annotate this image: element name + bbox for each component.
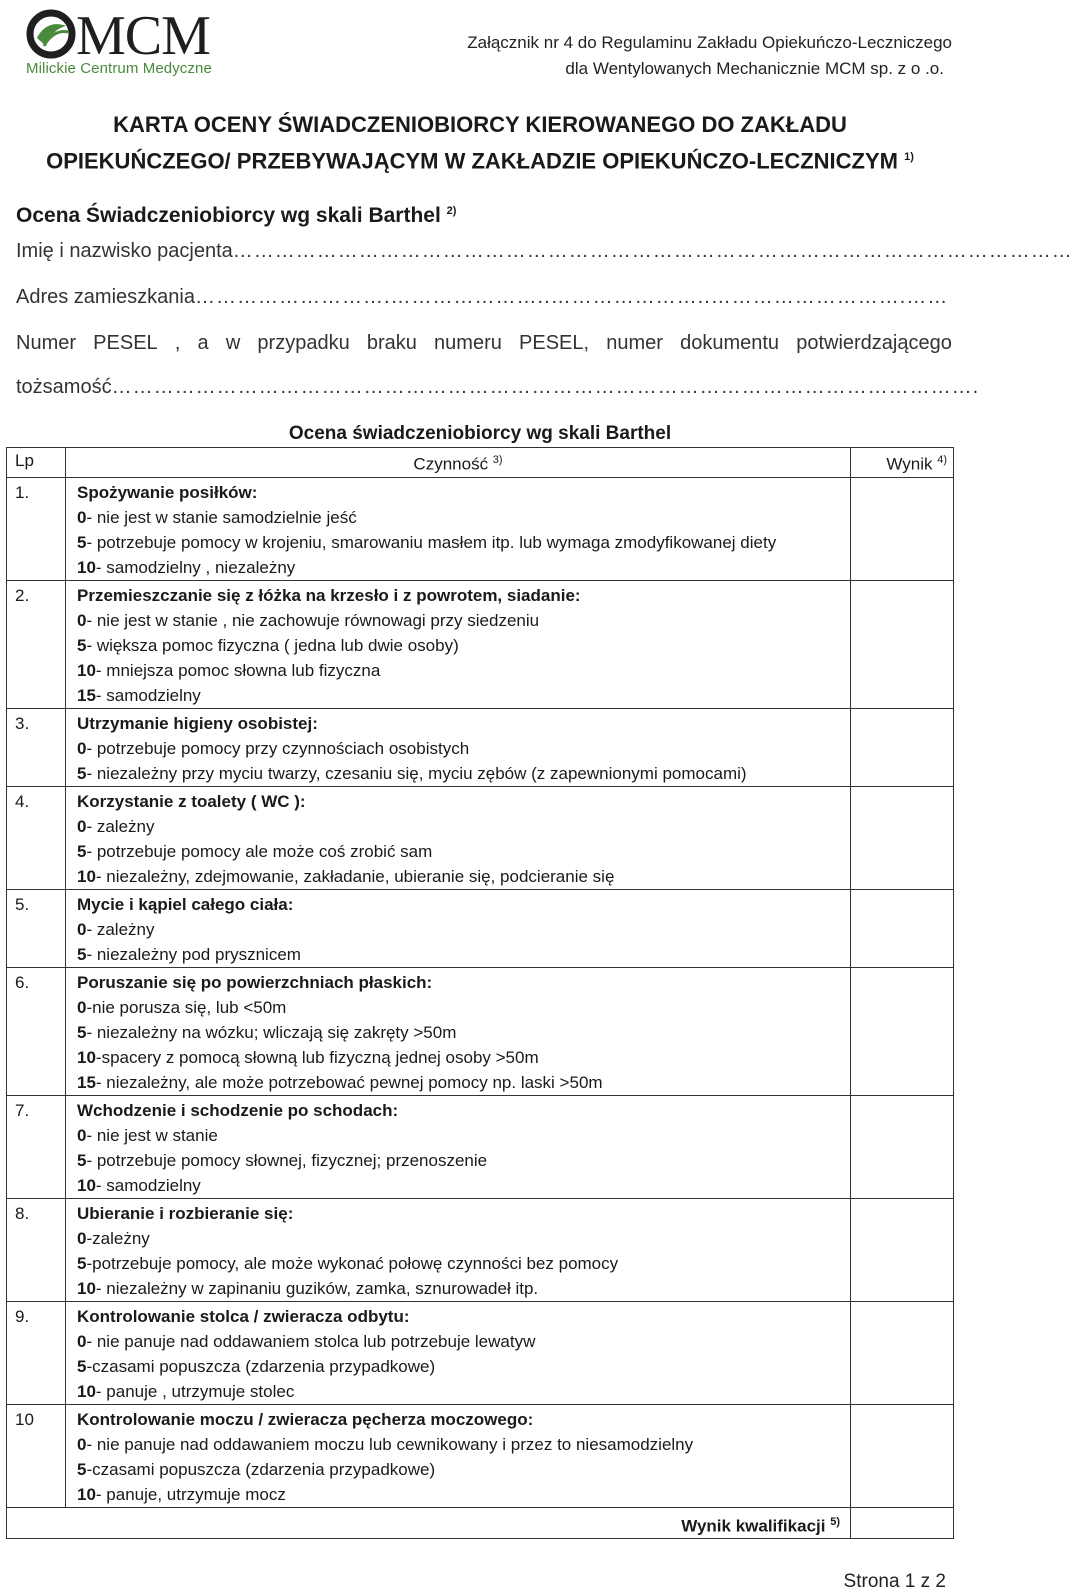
score-description: - niezależny na wózku; wliczają się zakręty >50m xyxy=(86,1022,457,1042)
table-caption: Ocena świadczeniobiorcy wg skali Barthel xyxy=(288,423,672,444)
table-row xyxy=(7,1404,954,1507)
address-label: Adres zamieszkania xyxy=(16,286,195,308)
title-line-2-text: OPIEKUŃCZEGO/ PRZEBYWAJĄCYM W ZAKŁADZIE OPIEKUŃCZO-LECZNICZYM xyxy=(46,148,898,174)
address-field[interactable] xyxy=(16,286,948,309)
row-number: 3. xyxy=(7,708,66,786)
score-option xyxy=(77,1457,840,1482)
row-number: 7. xyxy=(7,1095,66,1198)
table-row xyxy=(7,477,954,580)
score-value: 0 xyxy=(77,738,87,758)
score-description: - większa pomoc fizyczna ( jedna lub dwie osoby) xyxy=(86,635,459,655)
score-description: - niezależny pod prysznicem xyxy=(86,944,301,964)
patient-name-field[interactable] xyxy=(16,240,1073,263)
score-value: 5 xyxy=(77,532,87,552)
pesel-word: , xyxy=(174,332,181,354)
score-description: - nie panuje nad oddawaniem stolca lub potrzebuje lewatyw xyxy=(86,1331,536,1351)
title-line-2 xyxy=(0,141,960,177)
score-option xyxy=(77,1020,840,1045)
activity-cell xyxy=(66,1198,851,1301)
score-description: -nie porusza się, lub <50m xyxy=(86,997,287,1017)
summary-label-text: Wynik kwalifikacji xyxy=(681,1516,826,1536)
table-body xyxy=(7,477,954,1539)
activity-cell xyxy=(66,786,851,889)
score-description: - niezależny w zapinaniu guzików, zamka, sznurowadeł itp. xyxy=(95,1278,539,1298)
activity-title: Poruszanie się po powierzchniach płaskich: xyxy=(77,972,433,992)
result-input-cell[interactable] xyxy=(851,786,954,889)
score-option xyxy=(77,1123,840,1148)
score-value: 5 xyxy=(77,841,87,861)
title-line-1: KARTA OCENY ŚWIADCZENIOBIORCY KIEROWANEGO DO ZAKŁADU xyxy=(113,112,847,137)
activity-title: Korzystanie z toalety ( WC ): xyxy=(77,791,306,811)
activity-cell xyxy=(66,1404,851,1507)
result-input-cell[interactable] xyxy=(851,967,954,1095)
pesel-word: numer xyxy=(606,332,663,354)
score-description: - panuje , utrzymuje stolec xyxy=(95,1381,295,1401)
row-number: 10 xyxy=(7,1404,66,1507)
score-value: 5 xyxy=(77,635,87,655)
document-title xyxy=(0,108,960,177)
result-input-cell[interactable] xyxy=(851,708,954,786)
result-input-cell[interactable] xyxy=(851,1198,954,1301)
score-option xyxy=(77,942,840,967)
score-option xyxy=(77,1251,840,1276)
col-result-sup: 4) xyxy=(937,454,947,466)
table-row xyxy=(7,580,954,708)
row-number: 9. xyxy=(7,1301,66,1404)
mcm-logo-mark xyxy=(22,4,262,67)
page-number: Strona 1 z 2 xyxy=(843,1571,946,1592)
score-value: 10 xyxy=(77,866,96,886)
result-input-cell[interactable] xyxy=(851,580,954,708)
score-value: 5 xyxy=(77,1253,87,1273)
table-row xyxy=(7,1301,954,1404)
score-value: 10 xyxy=(77,1381,96,1401)
score-value: 0 xyxy=(77,507,87,527)
score-value: 10 xyxy=(77,1047,96,1067)
score-description: - samodzielny xyxy=(95,1175,201,1195)
pesel-word: przypadku xyxy=(257,332,350,354)
score-value: 10 xyxy=(77,660,96,680)
score-option xyxy=(77,1482,840,1507)
pesel-label xyxy=(16,332,952,355)
score-option xyxy=(77,1070,840,1095)
score-value: 10 xyxy=(77,1278,96,1298)
score-value: 10 xyxy=(77,1484,96,1504)
score-value: 0 xyxy=(77,1228,87,1248)
row-number: 5. xyxy=(7,889,66,967)
score-description: - zależny xyxy=(86,816,155,836)
address-dots: ……………………….…………………..…………………..……………………….…… xyxy=(194,286,949,308)
score-option xyxy=(77,1226,840,1251)
score-value: 5 xyxy=(77,944,87,964)
summary-footnote-ref: 5) xyxy=(830,1515,840,1528)
title-footnote-ref: 1) xyxy=(904,151,914,163)
activity-title: Kontrolowanie moczu / zwieracza pęcherza moczowego: xyxy=(77,1409,534,1429)
col-result-header xyxy=(851,448,954,478)
logo-subtitle: Milickie Centrum Medyczne xyxy=(26,60,212,77)
activity-title: Ubieranie i rozbieranie się: xyxy=(77,1203,294,1223)
score-option xyxy=(77,658,840,683)
activity-cell xyxy=(66,1095,851,1198)
pesel-word: potwierdzającego xyxy=(796,332,952,354)
table-row xyxy=(7,786,954,889)
score-option xyxy=(77,608,840,633)
score-description: - niezależny, zdejmowanie, zakładanie, ubieranie się, podcieranie się xyxy=(95,866,615,886)
pesel-word: a xyxy=(197,332,209,354)
pesel-word: dokumentu xyxy=(680,332,780,354)
page-header xyxy=(0,0,960,90)
table-row xyxy=(7,889,954,967)
score-value: 5 xyxy=(77,1150,87,1170)
activity-title: Mycie i kąpiel całego ciała: xyxy=(77,894,294,914)
logo-letters: MCM xyxy=(76,5,210,67)
score-description: - potrzebuje pomocy ale może coś zrobić sam xyxy=(86,841,433,861)
score-option xyxy=(77,633,840,658)
row-number: 2. xyxy=(7,580,66,708)
row-number: 8. xyxy=(7,1198,66,1301)
score-value: 0 xyxy=(77,1434,87,1454)
identity-field[interactable] xyxy=(16,376,979,399)
score-value: 0 xyxy=(77,1125,87,1145)
activity-title: Kontrolowanie stolca / zwieracza odbytu: xyxy=(77,1306,410,1326)
summary-empty-cell xyxy=(7,1507,66,1539)
col-activity-sup: 3) xyxy=(492,454,503,466)
result-input-cell[interactable] xyxy=(851,1095,954,1198)
score-option xyxy=(77,917,840,942)
row-number: 6. xyxy=(7,967,66,1095)
score-value: 0 xyxy=(77,997,87,1017)
score-value: 10 xyxy=(77,557,96,577)
col-activity-header xyxy=(66,448,851,478)
score-option xyxy=(77,839,840,864)
summary-label xyxy=(66,1507,851,1539)
annex-line-1: Załącznik nr 4 do Regulaminu Zakładu Opiekuńczo-Leczniczego xyxy=(467,33,952,52)
row-number: 4. xyxy=(7,786,66,889)
score-value: 15 xyxy=(77,685,96,705)
score-description: - potrzebuje pomocy przy czynnościach osobistych xyxy=(86,738,470,758)
table-row xyxy=(7,708,954,786)
table-row xyxy=(7,1198,954,1301)
activity-cell xyxy=(66,580,851,708)
score-value: 0 xyxy=(77,816,87,836)
score-value: 0 xyxy=(77,610,87,630)
score-option xyxy=(77,683,840,708)
col-lp-header: Lp xyxy=(7,448,66,478)
score-description: - mniejsza pomoc słowna lub fizyczna xyxy=(95,660,381,680)
score-description: - potrzebuje pomocy słownej, fizycznej; przenoszenie xyxy=(86,1150,488,1170)
summary-result-cell[interactable] xyxy=(851,1507,954,1539)
result-input-cell[interactable] xyxy=(851,1404,954,1507)
score-option xyxy=(77,1148,840,1173)
section-footnote-ref: 2) xyxy=(446,205,457,217)
score-value: 5 xyxy=(77,763,87,783)
pesel-word: numeru xyxy=(434,332,502,354)
score-option xyxy=(77,761,840,786)
activity-title: Przemieszczanie się z łóżka na krzesło i z powrotem, siadanie: xyxy=(77,585,581,605)
score-value: 0 xyxy=(77,919,87,939)
score-description: -czasami popuszcza (zdarzenia przypadkowe) xyxy=(86,1459,436,1479)
pesel-word: braku xyxy=(366,332,417,354)
score-description: - nie jest w stanie , nie zachowuje równowagi przy siedzeniu xyxy=(86,610,540,630)
activity-cell xyxy=(66,889,851,967)
score-description: - zależny xyxy=(86,919,155,939)
annex-line-2: dla Wentylowanych Mechanicznie MCM sp. z o .o. xyxy=(565,59,944,78)
score-value: 5 xyxy=(77,1459,87,1479)
pesel-word: PESEL, xyxy=(519,332,590,354)
score-description: - niezależny, ale może potrzebować pewnej pomocy np. laski >50m xyxy=(95,1072,603,1092)
pesel-word: PESEL xyxy=(93,332,158,354)
score-option xyxy=(77,530,840,555)
activity-cell xyxy=(66,1301,851,1404)
score-option xyxy=(77,505,840,530)
score-option xyxy=(77,864,840,889)
score-value: 10 xyxy=(77,1175,96,1195)
score-description: - panuje, utrzymuje mocz xyxy=(95,1484,286,1504)
score-value: 5 xyxy=(77,1022,87,1042)
score-description: -potrzebuje pomocy, ale może wykonać połowę czynności bez pomocy xyxy=(86,1253,619,1273)
score-description: - nie panuje nad oddawaniem moczu lub cewnikowany i przez to niesamodzielny xyxy=(86,1434,694,1454)
result-input-cell[interactable] xyxy=(851,477,954,580)
activity-title: Spożywanie posiłków: xyxy=(77,482,258,502)
score-description: - samodzielny xyxy=(95,685,201,705)
identity-dots: ……………………………………………………………………………………………………………. xyxy=(111,376,980,398)
result-input-cell[interactable] xyxy=(851,889,954,967)
score-option xyxy=(77,1173,840,1198)
score-option xyxy=(77,555,840,580)
score-option xyxy=(77,1354,840,1379)
barthel-table xyxy=(6,447,954,1539)
activity-cell xyxy=(66,708,851,786)
score-description: -zależny xyxy=(86,1228,150,1248)
score-value: 0 xyxy=(77,1331,87,1351)
activity-cell xyxy=(66,477,851,580)
score-description: -spacery z pomocą słowną lub fizyczną jednej osoby >50m xyxy=(95,1047,539,1067)
score-option xyxy=(77,1329,840,1354)
annex-note xyxy=(467,30,952,82)
score-option xyxy=(77,1045,840,1070)
score-option xyxy=(77,995,840,1020)
table-header-row xyxy=(7,448,954,478)
table-row xyxy=(7,1095,954,1198)
col-activity-text: Czynność xyxy=(413,454,489,474)
mcm-logo xyxy=(22,4,262,80)
score-value: 5 xyxy=(77,1356,87,1376)
score-option xyxy=(77,1432,840,1457)
score-option xyxy=(77,814,840,839)
col-result-text: Wynik xyxy=(886,454,933,474)
pesel-word: w xyxy=(225,332,241,354)
score-description: - niezależny przy myciu twarzy, czesaniu się, myciu zębów (z zapewnionymi pomocami) xyxy=(86,763,747,783)
activity-title: Wchodzenie i schodzenie po schodach: xyxy=(77,1100,399,1120)
score-value: 15 xyxy=(77,1072,96,1092)
result-input-cell[interactable] xyxy=(851,1301,954,1404)
score-description: - potrzebuje pomocy w krojeniu, smarowaniu masłem itp. lub wymaga zmodyfikowanej diety xyxy=(86,532,777,552)
summary-row xyxy=(7,1507,954,1539)
score-description: -czasami popuszcza (zdarzenia przypadkowe) xyxy=(86,1356,436,1376)
section-title-text: Ocena Świadczeniobiorcy wg skali Barthel xyxy=(16,204,441,227)
table-row xyxy=(7,967,954,1095)
score-description: - nie jest w stanie samodzielnie jeść xyxy=(86,507,357,527)
patient-name-dots: ………………………………………………………………………………………………………… xyxy=(232,240,1073,262)
score-option xyxy=(77,1379,840,1404)
activity-title: Utrzymanie higieny osobistej: xyxy=(77,713,318,733)
identity-label: tożsamość xyxy=(16,376,112,398)
pesel-word: Numer xyxy=(16,332,77,354)
section-title xyxy=(16,204,456,228)
score-option xyxy=(77,1276,840,1301)
score-option xyxy=(77,736,840,761)
activity-cell xyxy=(66,967,851,1095)
row-number: 1. xyxy=(7,477,66,580)
score-description: - samodzielny , niezależny xyxy=(95,557,296,577)
patient-name-label: Imię i nazwisko pacjenta xyxy=(16,240,233,262)
score-description: - nie jest w stanie xyxy=(86,1125,218,1145)
